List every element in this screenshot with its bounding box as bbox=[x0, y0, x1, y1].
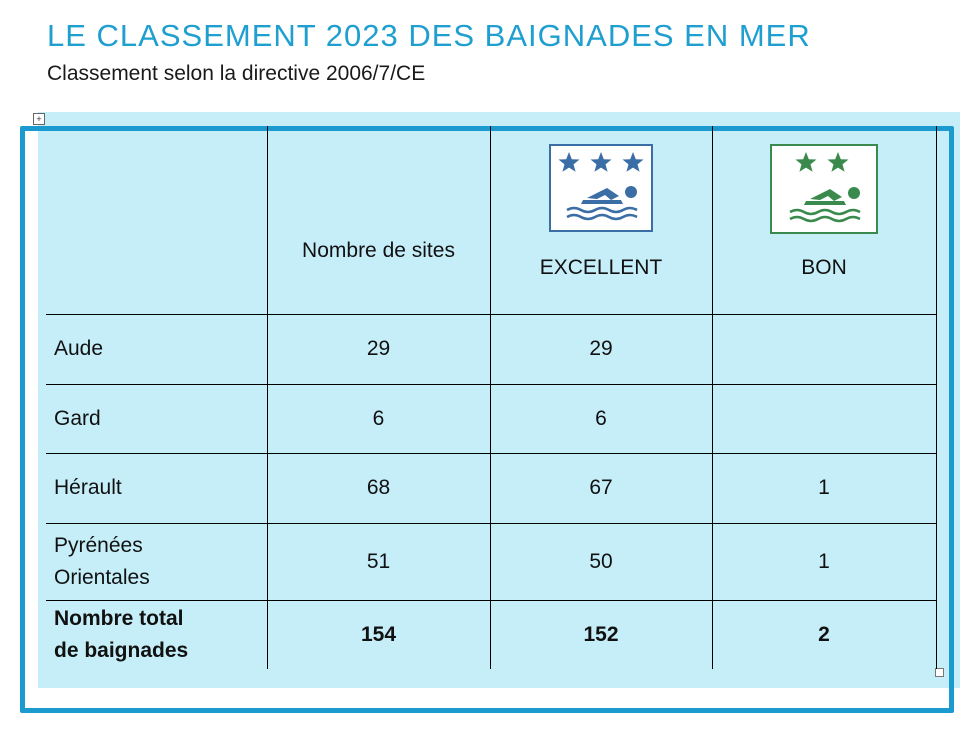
total-label-line2: de baignades bbox=[54, 638, 189, 662]
table-resize-handle-icon[interactable] bbox=[935, 668, 944, 677]
row-excellent: 50 bbox=[490, 523, 712, 600]
header-sites-cell bbox=[267, 126, 490, 314]
classification-table bbox=[46, 126, 937, 669]
row-region-line1: Pyrénées bbox=[54, 533, 143, 557]
row-bon bbox=[712, 314, 936, 384]
row-sites: 51 bbox=[267, 523, 490, 600]
row-region: Aude bbox=[46, 314, 267, 384]
row-bon: 1 bbox=[712, 453, 936, 523]
total-bon: 2 bbox=[712, 600, 936, 669]
row-region: Gard bbox=[46, 384, 267, 453]
page-subtitle: Classement selon la directive 2006/7/CE bbox=[47, 62, 426, 85]
row-sites: 6 bbox=[267, 384, 490, 453]
total-sites: 154 bbox=[267, 600, 490, 669]
row-region-line2: Orientales bbox=[54, 565, 150, 589]
table-row bbox=[46, 523, 936, 600]
page-title: LE CLASSEMENT 2023 DES BAIGNADES EN MER bbox=[47, 18, 811, 53]
row-sites: 29 bbox=[267, 314, 490, 384]
row-excellent: 29 bbox=[490, 314, 712, 384]
header-excellent-cell bbox=[490, 126, 712, 314]
row-region: Hérault bbox=[46, 453, 267, 523]
header-region-cell bbox=[46, 126, 267, 314]
two-stars-swimmer-icon bbox=[770, 144, 878, 234]
table-row bbox=[46, 384, 936, 453]
total-label bbox=[46, 600, 267, 669]
row-bon: 1 bbox=[712, 523, 936, 600]
table-total-row bbox=[46, 600, 936, 669]
row-sites: 68 bbox=[267, 453, 490, 523]
row-bon bbox=[712, 384, 936, 453]
header-bon-label: BON bbox=[801, 256, 847, 279]
table-row bbox=[46, 453, 936, 523]
row-excellent: 6 bbox=[490, 384, 712, 453]
table-move-handle-icon[interactable]: + bbox=[33, 113, 45, 125]
row-excellent: 67 bbox=[490, 453, 712, 523]
table-header-row bbox=[46, 126, 936, 314]
row-region bbox=[46, 523, 267, 600]
table-row bbox=[46, 314, 936, 384]
header-excellent-label: EXCELLENT bbox=[539, 256, 663, 279]
total-label-line1: Nombre total bbox=[54, 606, 184, 630]
total-excellent: 152 bbox=[490, 600, 712, 669]
header-sites-label: Nombre de sites bbox=[302, 239, 455, 262]
header-bon-cell bbox=[712, 126, 936, 314]
three-stars-swimmer-icon bbox=[549, 144, 653, 232]
